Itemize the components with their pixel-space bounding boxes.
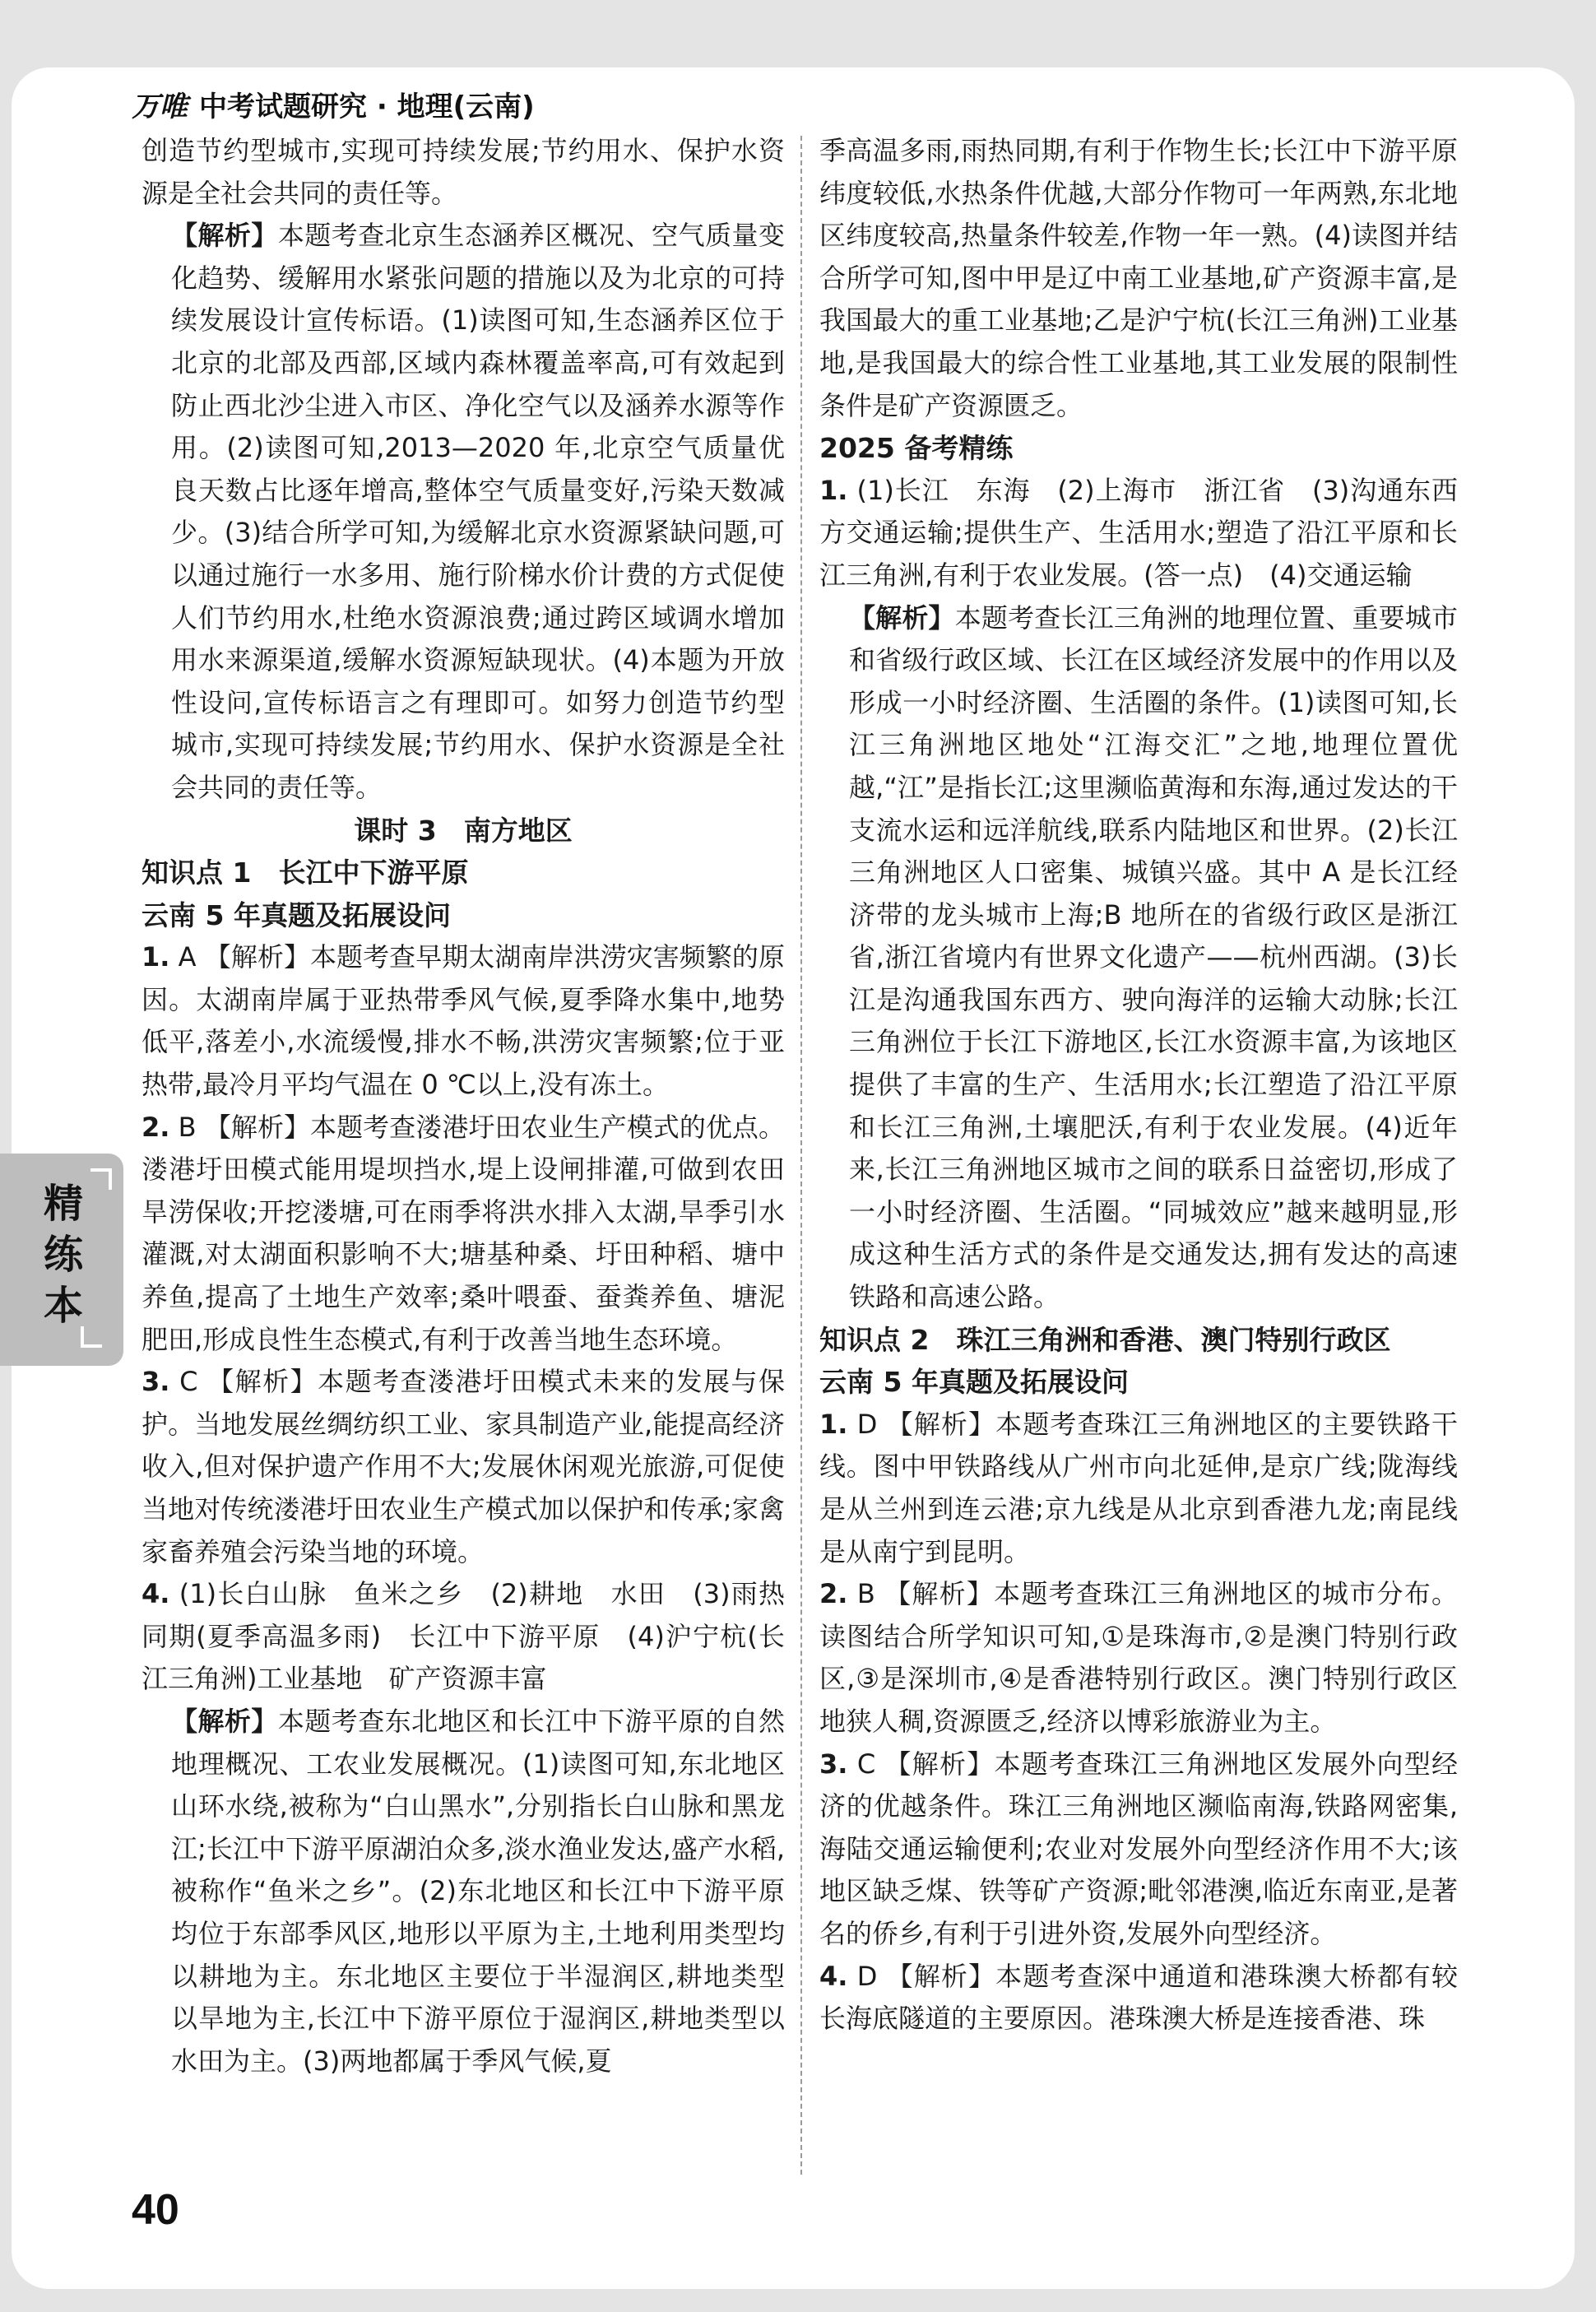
question-number: 4.: [819, 1960, 848, 1992]
answer-item: [819, 1956, 1458, 2040]
running-header: [132, 82, 535, 125]
answer-item: [819, 1573, 1458, 1743]
section-heading: 2025 备考精练: [819, 432, 1014, 465]
answer-text: (1)长白山脉 鱼米之乡 (2)耕地 水田 (3)雨热同期(夏季高温多雨) 长江中下游平原 (4)沪宁杭(长江三角洲)工业基地 矿产资源丰富: [142, 1578, 785, 1695]
section-heading: 知识点 2 珠江三角洲和香港、澳门特别行政区: [819, 1323, 1391, 1356]
answer-item: [142, 1361, 785, 1573]
answer-item: [819, 1743, 1458, 1956]
left-column: [142, 130, 785, 2082]
column-divider: [800, 136, 802, 2175]
question-number: 3.: [142, 1366, 170, 1398]
analysis-paragraph: [142, 1701, 785, 2082]
answer-item: [142, 936, 785, 1106]
analysis-text: 本题考查东北地区和长江中下游平原的自然地理概况、工农业发展概况。(1)读图可知,东北地区山环水绕,被称为“白山黑水”,分别指长白山脉和黑龙江;长江中下游平原湖泊众多,淡水渔业发达,盛产水稻,被称作“鱼米之乡”。(2)东北地区和长江中下游平原均位于东部季风区,地形以平原为主,土地利用类型均以耕地为主。东北地区主要位于半湿润区,耕地类型以旱地为主,长江中下游平原位于湿润区,耕地类型以水田为主。(3)两地都属于季风气候,夏: [171, 1705, 785, 2077]
answer-item: [142, 1107, 785, 1362]
section-heading: 云南 5 年真题及拓展设问: [142, 898, 451, 931]
answer-text: B 【解析】本题考查溇港圩田农业生产模式的优点。溇港圩田模式能用堤坝挡水,堤上设闸排灌,可做到农田旱涝保收;开挖溇塘,可在雨季将洪水排入太湖,旱季引水灌溉,对太湖面积影响不大;塘基种桑、圩田种稻、塘中养鱼,提高了土地生产效率;桑叶喂蚕、蚕粪养鱼、塘泥肥田,形成良性生态模式,有利于改善当地生态环境。: [142, 1111, 785, 1355]
answer-item: [819, 1404, 1458, 1573]
right-column: [819, 130, 1458, 2040]
bracket-decoration-icon: [90, 1168, 112, 1190]
paragraph: 创造节约型城市,实现可持续发展;节约用水、保护水资源是全社会共同的责任等。: [142, 135, 785, 209]
section-heading: 云南 5 年真题及拓展设问: [819, 1366, 1129, 1399]
answer-text: (1)长江 东海 (2)上海市 浙江省 (3)沟通东西方交通运输;提供生产、生活用水;塑造了沿江平原和长江三角洲,有利于农业发展。(答一点) (4)交通运输: [819, 474, 1458, 591]
analysis-paragraph: [142, 215, 785, 809]
side-tab[interactable]: [0, 1154, 123, 1366]
section-heading: 知识点 1 长江中下游平原: [142, 857, 469, 889]
analysis-text: 本题考查北京生态涵养区概况、空气质量变化趋势、缓解用水紧张问题的措施以及为北京的可持续发展设计宣传标语。(1)读图可知,生态涵养区位于北京的北部及西部,区域内森林覆盖率高,可有效起到防止西北沙尘进入市区、净化空气以及涵养水源等作用。(2)读图可知,2013—2020 年,北京空气质量优良天数占比逐年增高,整体空气质量变好,污染天数减少。(3)结合所学可知,为缓解北京水资源紧缺问题,可以通过施行一水多用、施行阶梯水价计费的方式促使人们节约用水,杜绝水资源浪费;通过跨区域调水增加用水来源渠道,缓解水资源短缺现状。(4)本题为开放性设问,宣传标语言之有理即可。如努力创造节约型城市,实现可持续发展;节约用水、保护水资源是全社会共同的责任等。: [171, 220, 785, 803]
question-number: 1.: [819, 474, 848, 506]
question-number: 2.: [142, 1111, 170, 1143]
question-number: 2.: [819, 1578, 848, 1610]
book-title: 中考试题研究 · 地理(云南): [199, 90, 535, 123]
question-number: 4.: [142, 1578, 170, 1610]
analysis-tag: 【解析】: [849, 601, 955, 634]
page-number: 40: [132, 2186, 179, 2234]
lesson-title: 课时 3 南方地区: [354, 814, 573, 847]
analysis-paragraph: [819, 597, 1458, 1319]
answer-text: C 【解析】本题考查珠江三角洲地区发展外向型经济的优越条件。珠江三角洲地区濒临南海,铁路网密集,海陆交通运输便利;农业对发展外向型经济作用不大;该地区缺乏煤、铁等矿产资源;毗邻港澳,临近东南亚,是著名的侨乡,有利于引进外资,发展外向型经济。: [819, 1748, 1458, 1949]
analysis-tag: 【解析】: [171, 1705, 278, 1737]
brand-logo: 万唯: [132, 90, 188, 123]
answer-item: [819, 470, 1458, 597]
question-number: 1.: [819, 1408, 848, 1440]
question-number: 1.: [142, 941, 170, 973]
answer-text: C 【解析】本题考查溇港圩田模式未来的发展与保护。当地发展丝绸纺织工业、家具制造产业,能提高经济收入,但对保护遗产作用不大;发展休闲观光旅游,可促使当地对传统溇港圩田农业生产模式加以保护和传承;家禽家畜养殖会污染当地的环境。: [142, 1366, 785, 1567]
bracket-decoration-icon: [81, 1326, 102, 1348]
paragraph: 季高温多雨,雨热同期,有利于作物生长;长江中下游平原纬度较低,水热条件优越,大部分作物可一年两熟,东北地区纬度较高,热量条件较差,作物一年一熟。(4)读图并结合所学可知,图中甲是辽中南工业基地,矿产资源丰富,是我国最大的重工业基地;乙是沪宁杭(长江三角洲)工业基地,是我国最大的综合性工业基地,其工业发展的限制性条件是矿产资源匮乏。: [819, 135, 1458, 421]
side-tab-label: 精练本: [43, 1181, 83, 1329]
answer-text: B 【解析】本题考查珠江三角洲地区的城市分布。读图结合所学知识可知,①是珠海市,②是澳门特别行政区,③是深圳市,④是香港特别行政区。澳门特别行政区地狭人稠,资源匮乏,经济以博彩旅游业为主。: [819, 1578, 1458, 1737]
question-number: 3.: [819, 1748, 848, 1780]
analysis-text: 本题考查长江三角洲的地理位置、重要城市和省级行政区域、长江在区域经济发展中的作用以及形成一小时经济圈、生活圈的条件。(1)读图可知,长江三角洲地区地处“江海交汇”之地,地理位置优越,“江”是指长江;这里濒临黄海和东海,通过发达的干支流水运和远洋航线,联系内陆地区和世界。(2)长江三角洲地区人口密集、城镇兴盛。其中 A 是长江经济带的龙头城市上海;B 地所在的省级行政区是浙江省,浙江省境内有世界文化遗产——杭州西湖。(3)长江是沟通我国东西方、驶向海洋的运输大动脉;长江三角洲位于长江下游地区,长江水资源丰富,为该地区提供了丰富的生产、生活用水;长江塑造了沿江平原和长江三角洲,土壤肥沃,有利于农业发展。(4)近年来,长江三角洲地区城市之间的联系日益密切,形成了一小时经济圈、生活圈。“同城效应”越来越明显,形成这种生活方式的条件是交通发达,拥有发达的高速铁路和高速公路。: [849, 601, 1458, 1313]
answer-text: D 【解析】本题考查深中通道和港珠澳大桥都有较长海底隧道的主要原因。港珠澳大桥是连接香港、珠: [819, 1960, 1458, 2035]
analysis-tag: 【解析】: [171, 220, 278, 252]
answer-text: A 【解析】本题考查早期太湖南岸洪涝灾害频繁的原因。太湖南岸属于亚热带季风气候,夏季降水集中,地势低平,落差小,水流缓慢,排水不畅,洪涝灾害频繁;位于亚热带,最冷月平均气温在 0 ℃以上,没有冻土。: [142, 941, 785, 1101]
answer-text: D 【解析】本题考查珠江三角洲地区的主要铁路干线。图中甲铁路线从广州市向北延伸,是京广线;陇海线是从兰州到连云港;京九线是从北京到香港九龙;南昆线是从南宁到昆明。: [819, 1408, 1458, 1567]
answer-item: [142, 1573, 785, 1701]
